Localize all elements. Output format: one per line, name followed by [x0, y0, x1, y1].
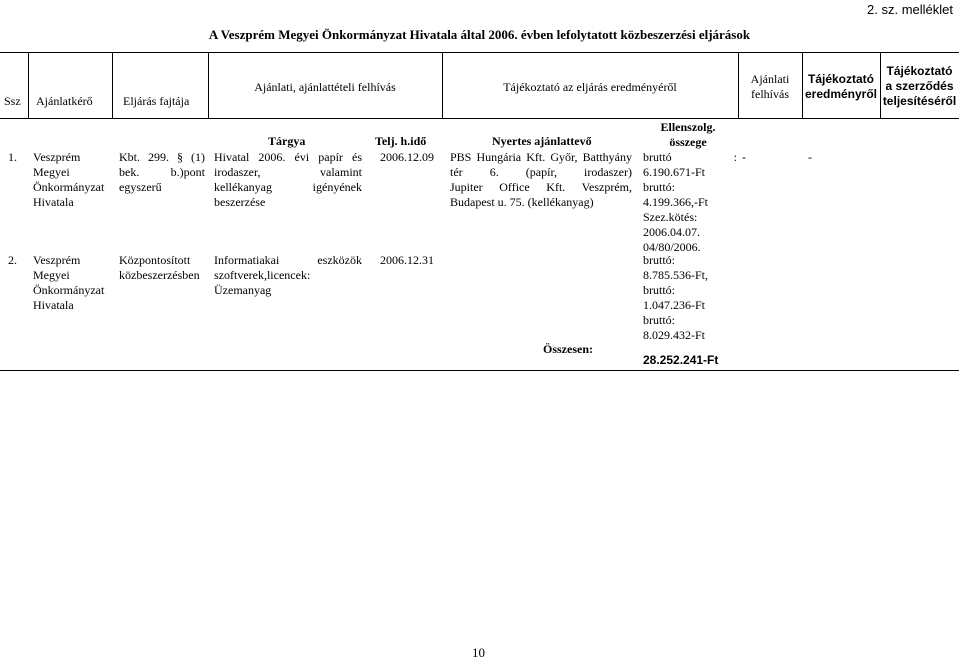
header-line: a szerződés: [885, 79, 954, 93]
cell-line: bek. b.)pont: [119, 165, 205, 179]
cell-line: közbeszerzésben: [119, 268, 200, 282]
cell-line: Informatiakai eszközök: [214, 253, 362, 267]
cell-line: PBS Hungária Kft. Győr, Batthyány: [450, 150, 632, 164]
row1-telj: 2006.12.09: [380, 150, 434, 164]
cell-line: Jupiter Office Kft. Veszprém,: [450, 180, 632, 194]
row1-eljaras: [119, 150, 205, 195]
cell-line: Hivatal 2006. évi papír és: [214, 150, 362, 164]
cell-line: Szez.kötés:: [643, 210, 698, 224]
header-ajanlati-felhivas: [738, 71, 802, 101]
cell-line: bruttó :: [643, 150, 737, 164]
table-bottom-rule: [0, 370, 959, 371]
cell-line: Önkormányzat: [33, 283, 105, 297]
header-line: Ajánlati: [750, 72, 790, 86]
cell-line: bruttó:: [643, 180, 675, 194]
cell-line: kellékanyag igényének: [214, 180, 362, 194]
cell-line: egyszerű: [119, 180, 162, 194]
header-ajanlati-felhivas-group: Ajánlati, ajánlattételi felhívás: [254, 80, 396, 94]
subheader-ellenszolg: [640, 120, 736, 150]
cell-line: Budapest u. 75. (kellékanyag): [450, 195, 594, 209]
cell-line: Kbt. 299. § (1): [119, 150, 205, 164]
subheader-line: összege: [669, 135, 707, 149]
page-title: A Veszprém Megyei Önkormányzat Hivatala által 2006. évben lefolytatott közbeszerzési eljárások: [208, 27, 751, 42]
row2-ssz: 2.: [8, 253, 17, 267]
header-line: eredményről: [804, 87, 878, 101]
cell-line: bruttó:: [643, 253, 675, 267]
header-eljaras-fajtaja: Eljárás fajtája: [123, 94, 190, 108]
cell-line: 1.047.236-Ft: [643, 298, 706, 312]
row1-ajanlatkero: [33, 150, 111, 210]
header-tajekoztato-eredmeny-group: Tájékoztató az eljárás eredményéről: [503, 80, 677, 94]
cell-line: 4.199.366,-Ft: [643, 195, 709, 209]
row1-osszeg: [643, 150, 737, 255]
cell-line: Önkormányzat: [33, 180, 105, 194]
page-number: 10: [472, 645, 485, 660]
row2-telj: 2006.12.31: [380, 253, 434, 267]
header-line: Tájékoztató: [886, 64, 953, 78]
header-tajekoztato-teljesites: [880, 63, 959, 108]
row1-nyertes: [450, 150, 632, 210]
osszesen-label: Összesen:: [543, 342, 593, 356]
cell-line: Hivatala: [33, 298, 74, 312]
header-line: Tájékoztató: [807, 72, 874, 86]
cell-line: bruttó:: [643, 283, 675, 297]
header-line: teljesítéséről: [882, 94, 957, 108]
cell-line: Központosított: [119, 253, 191, 267]
cell-line: Üzemanyag: [214, 283, 272, 297]
cell-line: Veszprém: [33, 150, 81, 164]
header-top-rule: [0, 52, 959, 53]
cell-line: szoftverek,licencek:: [214, 268, 311, 282]
subheader-nyertes: Nyertes ajánlattevő: [492, 134, 592, 148]
header-bottom-rule: [0, 118, 959, 119]
cell-line: irodaszer, valamint: [214, 165, 362, 179]
cell-line: Megyei: [33, 165, 70, 179]
header-ssz: Ssz: [4, 94, 21, 108]
cell-line: Veszprém: [33, 253, 81, 267]
row2-ajanlatkero: [33, 253, 111, 313]
row1-ajanlati-felhivas: -: [742, 150, 746, 164]
cell-line: 04/80/2006.: [643, 240, 701, 254]
cell-line: 8.029.432-Ft: [643, 328, 706, 342]
row1-ssz: 1.: [8, 150, 17, 164]
col-sep: [112, 52, 113, 118]
row2-targya: [214, 253, 362, 298]
row1-targya: [214, 150, 362, 210]
header-line: felhívás: [751, 87, 789, 101]
cell-line: tér 6. (papír, irodaszer): [450, 165, 632, 179]
row2-eljaras: [119, 253, 209, 283]
row1-tajekoztato: -: [808, 150, 812, 164]
cell-line: 2006.04.07.: [643, 225, 700, 239]
osszesen-value: 28.252.241-Ft: [643, 353, 719, 367]
row2-osszeg: [643, 253, 737, 343]
cell-line: 6.190.671-Ft: [643, 165, 706, 179]
subheader-telj-hido: Telj. h.idő: [375, 134, 427, 148]
cell-line: bruttó:: [643, 313, 675, 327]
cell-line: Hivatala: [33, 195, 74, 209]
cell-line: Megyei: [33, 268, 70, 282]
annex-label: 2. sz. melléklet: [867, 2, 953, 17]
subheader-line: Ellenszolg.: [660, 120, 716, 134]
cell-line: 8.785.536-Ft,: [643, 268, 709, 282]
cell-line: beszerzése: [214, 195, 266, 209]
col-sep: [28, 52, 29, 118]
header-ajanlatkero: Ajánlatkérő: [36, 94, 93, 108]
subheader-targya: Tárgya: [268, 134, 306, 148]
header-tajekoztato-eredmenyrol: [802, 71, 880, 101]
